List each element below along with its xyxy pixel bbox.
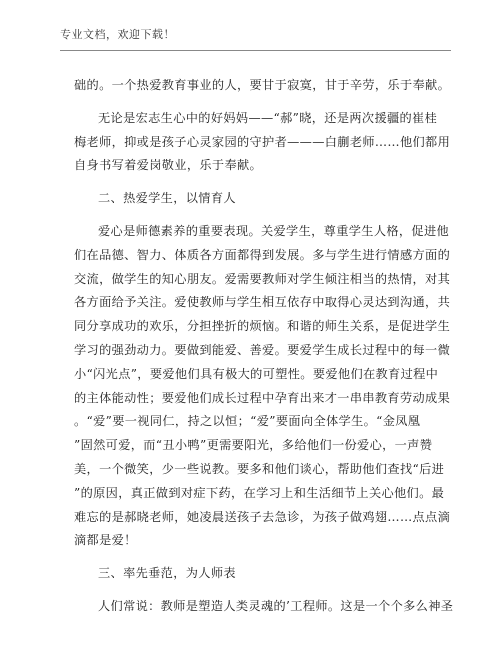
paragraph-gap	[74, 586, 446, 595]
paragraph-line: 人们常说：教师是塑造人类灵魂的’工程师。这是一个个多么神圣	[98, 598, 454, 613]
paragraph-line: 学习的强劲动力。要做到能爱、善爱。要爱学生成长过程中的每一微	[74, 342, 451, 357]
paragraph-gap	[74, 211, 446, 220]
paragraph-line: 小“闪光点”，要爱他们具有极大的可塑性。要爱他们在教育过程中	[74, 366, 439, 381]
paragraph-line: 。“爱”要一视同仁，持之以恒；“爱”要面向全体学生。“金凤凰	[74, 414, 421, 429]
paragraph-line: 无论是宏志生心中的好妈妈——“郝”晓，还是两次援疆的崔桂	[98, 110, 438, 125]
paragraph-line: 同分享成功的欢乐，分担挫折的烦恼。和谐的师生关系，是促进学生	[74, 319, 451, 334]
paragraph-line: 滴都是爱！	[74, 533, 137, 548]
page-header: 专业文档，欢迎下载！	[60, 28, 175, 41]
paragraph-line: 础的。一个热爱教育事业的人，要甘于寂寞，甘于辛劳，乐于奉献。	[74, 78, 451, 92]
section-heading: 三、率先垂范，为人师表	[98, 566, 236, 581]
paragraph-line: 难忘的是郝晓老师，她凌晨送孩子去急诊，为孩子做鸡翅……点点滴	[74, 509, 451, 524]
paragraph-line: 爱心是师德素养的重要表现。关爱学生，尊重学生人格，促进他	[98, 223, 450, 238]
paragraph-line: 的主体能动性；要爱他们成长过程中孕育出来才一串串教育劳动成果	[74, 390, 451, 405]
paragraph-line: 交流，做学生的知心朋友。爱需要教师对学生倾注相当的热情，对其	[74, 271, 451, 286]
paragraph-gap	[74, 553, 446, 562]
paragraph-gap	[74, 98, 446, 107]
paragraph-line: 美，一个微笑，少一些说教。要多和他们谈心，帮助他们查找“后进	[74, 461, 445, 476]
paragraph-line: 梅老师，抑或是孩子心灵家园的守护者———白蒯老师……他们都用	[74, 134, 451, 149]
paragraph-line: 各方面给予关注。爱使教师与学生相互依存中取得心灵达到沟通，共	[74, 295, 451, 310]
paragraph-line: 们在品德、智力、体质各方面都得到发展。多与学生进行情感方面的	[74, 247, 451, 262]
document-body	[74, 74, 454, 619]
paragraph-gap	[74, 178, 446, 187]
paragraph-line: 自身书写着爱岗敬业，乐于奉献。	[74, 158, 263, 173]
paragraph-line: ”的原因，真正做到对症下药，在学习上和生活细节上关心他们。最	[74, 485, 445, 500]
section-heading: 二、热爱学生，以情育人	[98, 191, 236, 206]
paragraph-line: ”固然可爱，而“丑小鸭”更需要阳光，多给他们一份爱心，一声赞	[74, 438, 433, 453]
header-divider	[60, 50, 451, 51]
